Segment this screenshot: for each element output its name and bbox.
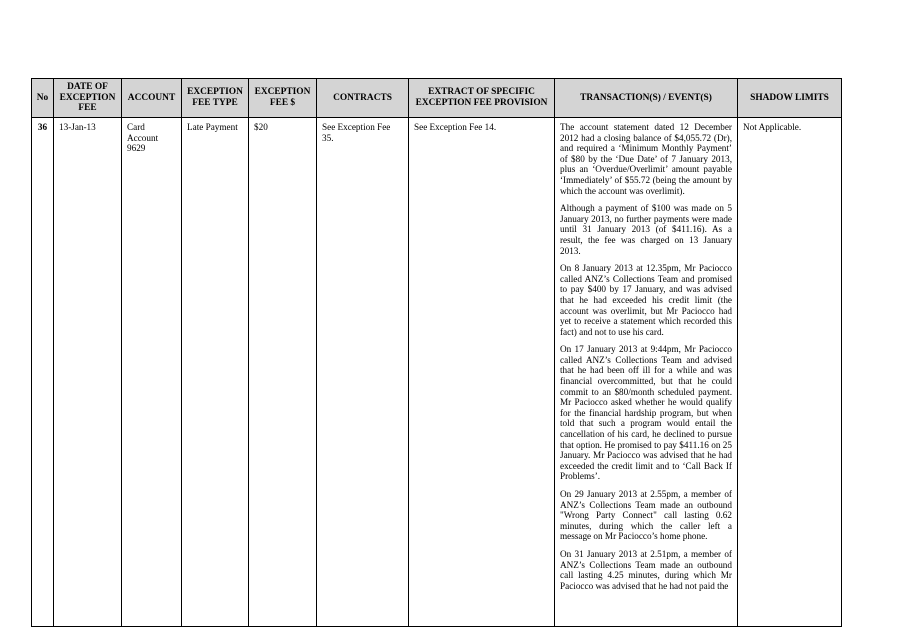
transaction-paragraph: On 17 January 2013 at 9:44pm, Mr Paciocco called ANZ’s Collections Team and advised that he had been off ill for a while and was financial overcommitted, but that he could commit to an $80/month scheduled payment. Mr Paciocco asked whether he would qualify for the financial hardship program, but when told that such a program would entail the cancellation of his card, he declined to pursue that option. He promised to pay $411.16 on 25 January. Mr Paciocco was advised that he had exceeded the credit limit and to ‘Call Back If Problems’. — [560, 344, 732, 482]
header-fee: EXCEPTION FEE $ — [249, 79, 317, 118]
header-shadow-limits: SHADOW LIMITS — [738, 79, 842, 118]
table-row — [32, 118, 842, 627]
exception-fee-table — [31, 78, 842, 627]
header-row — [32, 79, 842, 118]
cell-contracts: See Exception Fee 35. — [317, 118, 409, 627]
header-no: No — [32, 79, 54, 118]
cell-fee: $20 — [249, 118, 317, 627]
transaction-paragraph: On 31 January 2013 at 2.51pm, a member of ANZ’s Collections Team made an outbound call lasting 4.25 minutes, during which Mr Paciocco was advised that he had not paid the — [560, 548, 732, 591]
header-fee-type: EXCEPTION FEE TYPE — [182, 79, 249, 118]
cell-transactions — [555, 118, 738, 627]
cell-no: 36 — [32, 118, 54, 627]
cell-fee-type: Late Payment — [182, 118, 249, 627]
transaction-paragraph: Although a payment of $100 was made on 5 January 2013, no further payments were made until 31 January 2013 (of $411.16). As a result, the fee was charged on 13 January 2013. — [560, 203, 732, 256]
header-account: ACCOUNT — [122, 79, 182, 118]
transaction-paragraph: The account statement dated 12 December 2012 had a closing balance of $4,055.72 (Dr), and required a ‘Minimum Monthly Payment’ of $80 by the ‘Due Date’ of 7 January 2013, plus an ‘Overdue/Overlimit’ amount payable ‘Immediately’ of $55.72 (being the amount by which the account was overlimit). — [560, 122, 732, 196]
cell-extract: See Exception Fee 14. — [409, 118, 555, 627]
cell-shadow-limits: Not Applicable. — [738, 118, 842, 627]
transaction-paragraph: On 29 January 2013 at 2.55pm, a member of ANZ’s Collections Team made an outbound "Wrong Party Connect" call lasting 0.62 minutes, during which the caller left a message on Mr Paciocco’s home phone. — [560, 489, 732, 542]
header-transactions: TRANSACTION(S) / EVENT(S) — [555, 79, 738, 118]
transaction-paragraph: On 8 January 2013 at 12.35pm, Mr Paciocco called ANZ’s Collections Team and promised to pay $400 by 17 January, and was advised that he had exceeded his credit limit (the account was overlimit, but Mr Paciocco had yet to receive a statement which recorded this fact) and not to use his card. — [560, 263, 732, 337]
header-contracts: CONTRACTS — [317, 79, 409, 118]
header-date: DATE OF EXCEPTION FEE — [54, 79, 122, 118]
cell-date: 13-Jan-13 — [54, 118, 122, 627]
header-extract: EXTRACT OF SPECIFIC EXCEPTION FEE PROVISION — [409, 79, 555, 118]
cell-account: Card Account 9629 — [122, 118, 182, 627]
